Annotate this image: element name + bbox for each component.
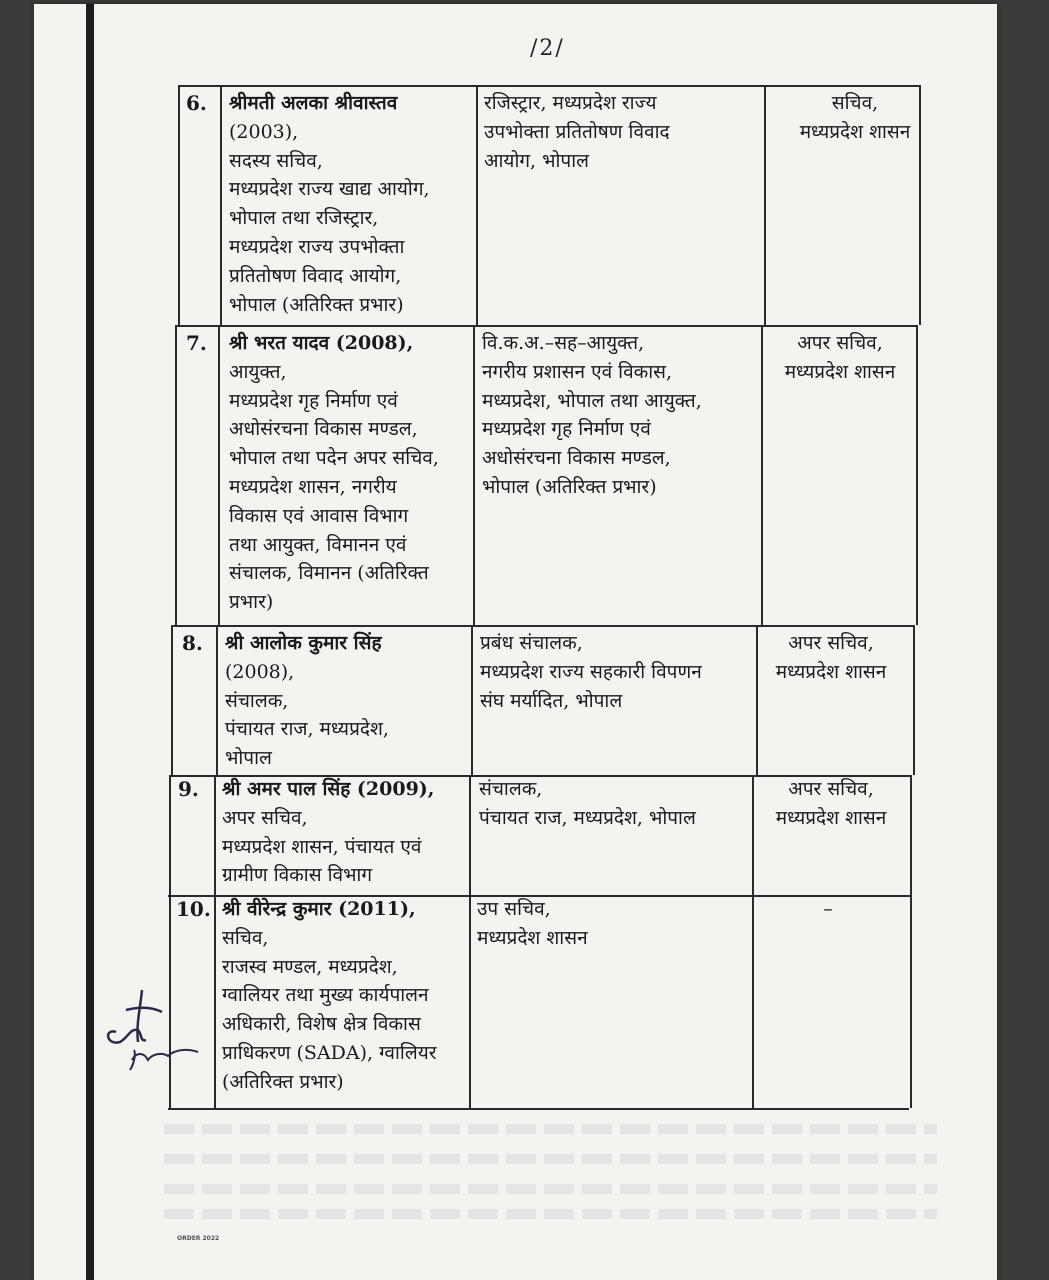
table-row xyxy=(34,627,997,773)
officer-details xyxy=(222,775,434,890)
officer-details-line: श्री वीरेन्द्र कुमार (2011), xyxy=(222,898,416,920)
officer-details-line: प्राधिकरण (SADA), ग्वालियर xyxy=(222,1041,437,1064)
officer-details-line: ग्रामीण विकास विभाग xyxy=(222,864,373,887)
officer-details-line: मध्यप्रदेश शासन, नगरीय xyxy=(229,475,397,498)
officer-details-line: (अतिरिक्त प्रभार) xyxy=(222,1070,344,1093)
new-posting-line: उपभोक्ता प्रतितोषण विवाद xyxy=(484,120,670,143)
equivalent-rank xyxy=(731,629,931,687)
officer-details-line: आयुक्त, xyxy=(229,360,287,383)
equivalent-rank-line: मध्यप्रदेश शासन xyxy=(784,360,896,383)
officer-details-line: भोपाल तथा पदेन अपर सचिव, xyxy=(229,447,439,470)
officer-details-line: अपर सचिव, xyxy=(222,806,308,829)
table-rule xyxy=(752,775,754,1108)
officer-details-line: श्री अमर पाल सिंह (2009), xyxy=(222,778,435,800)
table-row xyxy=(34,327,997,627)
new-posting-line: आयोग, भोपाल xyxy=(484,149,590,172)
new-posting xyxy=(482,329,702,502)
new-posting-line: संघ मर्यादित, भोपाल xyxy=(480,689,623,712)
new-posting xyxy=(479,775,696,833)
officer-details-line: संचालक, xyxy=(225,689,289,712)
officer-details-line: सदस्य सचिव, xyxy=(229,149,323,172)
officer-details-line: मध्यप्रदेश राज्य उपभोक्ता xyxy=(229,235,405,258)
new-posting-line: अधोसंरचना विकास मण्डल, xyxy=(482,447,671,470)
new-posting-line: संचालक, xyxy=(479,778,543,800)
new-posting xyxy=(484,89,670,175)
serial-number: 8. xyxy=(182,631,203,655)
new-posting-line: नगरीय प्रशासन एवं विकास, xyxy=(482,360,673,383)
table-rule xyxy=(476,85,478,325)
table-rule xyxy=(216,625,218,775)
serial-number: 9. xyxy=(178,777,199,801)
equivalent-rank-line: मध्यप्रदेश शासन xyxy=(775,660,887,683)
equivalent-rank xyxy=(740,329,940,387)
equivalent-rank-line: मध्यप्रदेश शासन xyxy=(799,120,911,143)
table-rule xyxy=(172,625,913,627)
table-rule xyxy=(171,625,173,775)
officer-details-line: मध्यप्रदेश शासन, पंचायत एवं xyxy=(222,835,422,858)
new-posting-line: उप सचिव, xyxy=(477,898,551,920)
table-rule xyxy=(916,325,918,625)
table-rule xyxy=(913,625,915,775)
officer-details-line: (2008), xyxy=(225,660,295,683)
equivalent-rank xyxy=(755,89,955,147)
officer-details-line: विकास एवं आवास विभाग xyxy=(229,504,409,527)
table-rule xyxy=(764,85,766,325)
officer-details-line: श्री भरत यादव (2008), xyxy=(229,332,414,354)
officer-details xyxy=(222,895,437,1097)
officer-details-line: मध्यप्रदेश गृह निर्माण एवं xyxy=(229,389,398,412)
equivalent-rank-line: मध्यप्रदेश शासन xyxy=(775,806,887,829)
officer-details-line: भोपाल तथा रजिस्ट्रार, xyxy=(229,207,379,230)
table-rule xyxy=(168,895,911,897)
serial-number: 10. xyxy=(176,897,211,921)
footer-mark: ORDER 2022 xyxy=(177,1235,220,1242)
document-page xyxy=(34,4,997,1280)
table-rule xyxy=(910,775,912,1108)
bleed-through xyxy=(164,1154,937,1164)
equivalent-rank xyxy=(731,775,931,833)
officer-details xyxy=(229,89,430,319)
table-rule xyxy=(177,325,917,327)
table-rule xyxy=(473,325,475,625)
officer-details-line: ग्वालियर तथा मुख्य कार्यपालन xyxy=(222,984,429,1007)
table-rule xyxy=(178,85,180,325)
officer-details-line: राजस्व मण्डल, मध्यप्रदेश, xyxy=(222,955,398,978)
officer-details-line: अधिकारी, विशेष क्षेत्र विकास xyxy=(222,1013,421,1036)
table-row xyxy=(34,773,997,893)
new-posting-line: मध्यप्रदेश, भोपाल तथा आयुक्त, xyxy=(482,389,702,412)
officer-details xyxy=(225,629,389,773)
officer-details-line: पंचायत राज, मध्यप्रदेश, xyxy=(225,718,389,741)
officer-details xyxy=(229,329,439,617)
table-rule xyxy=(214,775,216,1108)
table-rule xyxy=(471,625,473,775)
new-posting-line: मध्यप्रदेश शासन xyxy=(477,926,588,949)
bleed-through xyxy=(164,1124,937,1134)
table-rule xyxy=(919,85,921,325)
officer-details-line: मध्यप्रदेश राज्य खाद्य आयोग, xyxy=(229,178,430,201)
table-rule xyxy=(469,775,471,1108)
table-rule xyxy=(170,775,911,777)
table-rule xyxy=(175,325,177,625)
officer-details-line: भोपाल xyxy=(225,747,272,770)
officer-details-line: श्रीमती अलका श्रीवास्तव xyxy=(229,92,398,114)
officer-details-line: प्रतितोषण विवाद आयोग, xyxy=(229,264,402,287)
serial-number: 7. xyxy=(186,331,207,355)
new-posting-line: पंचायत राज, मध्यप्रदेश, भोपाल xyxy=(479,806,696,829)
new-posting-line: मध्यप्रदेश गृह निर्माण एवं xyxy=(482,418,651,441)
officer-details-line: तथा आयुक्त, विमानन एवं xyxy=(229,533,407,556)
new-posting-line: रजिस्ट्रार, मध्यप्रदेश राज्य xyxy=(484,92,657,114)
officer-details-line: भोपाल (अतिरिक्त प्रभार) xyxy=(229,293,404,316)
bleed-through xyxy=(164,1184,937,1194)
table-rule xyxy=(218,325,220,625)
page-number: /2/ xyxy=(530,36,565,61)
officer-details-line: (2003), xyxy=(229,120,299,143)
serial-number: 6. xyxy=(186,91,207,115)
new-posting-line: प्रबंध संचालक, xyxy=(480,632,583,654)
new-posting-line: वि.क.अ.–सह–आयुक्त, xyxy=(482,332,645,354)
equivalent-rank-line: अपर सचिव, xyxy=(788,778,874,800)
handwritten-signature xyxy=(102,980,212,1080)
equivalent-rank-line: अपर सचिव, xyxy=(788,632,874,654)
officer-details-line: प्रभार) xyxy=(229,591,274,614)
bleed-through xyxy=(164,1209,937,1219)
equivalent-rank-line: सचिव, xyxy=(831,92,879,114)
new-posting xyxy=(480,629,702,715)
table-rule xyxy=(220,85,222,325)
table-rule xyxy=(756,625,758,775)
equivalent-rank xyxy=(728,895,928,924)
new-posting xyxy=(477,895,588,953)
officer-details-line: सचिव, xyxy=(222,926,269,949)
equivalent-rank-line: अपर सचिव, xyxy=(797,332,883,354)
new-posting-line: भोपाल (अतिरिक्त प्रभार) xyxy=(482,475,657,498)
table-rule xyxy=(168,1108,909,1110)
table-rule xyxy=(761,325,763,625)
table-rule xyxy=(179,85,919,87)
officer-details-line: अधोसंरचना विकास मण्डल, xyxy=(229,418,418,441)
officer-details-line: श्री आलोक कुमार सिंह xyxy=(225,632,382,654)
officer-details-line: संचालक, विमानन (अतिरिक्त xyxy=(229,562,429,585)
new-posting-line: मध्यप्रदेश राज्य सहकारी विपणन xyxy=(480,660,702,683)
equivalent-rank-line: – xyxy=(823,898,833,920)
